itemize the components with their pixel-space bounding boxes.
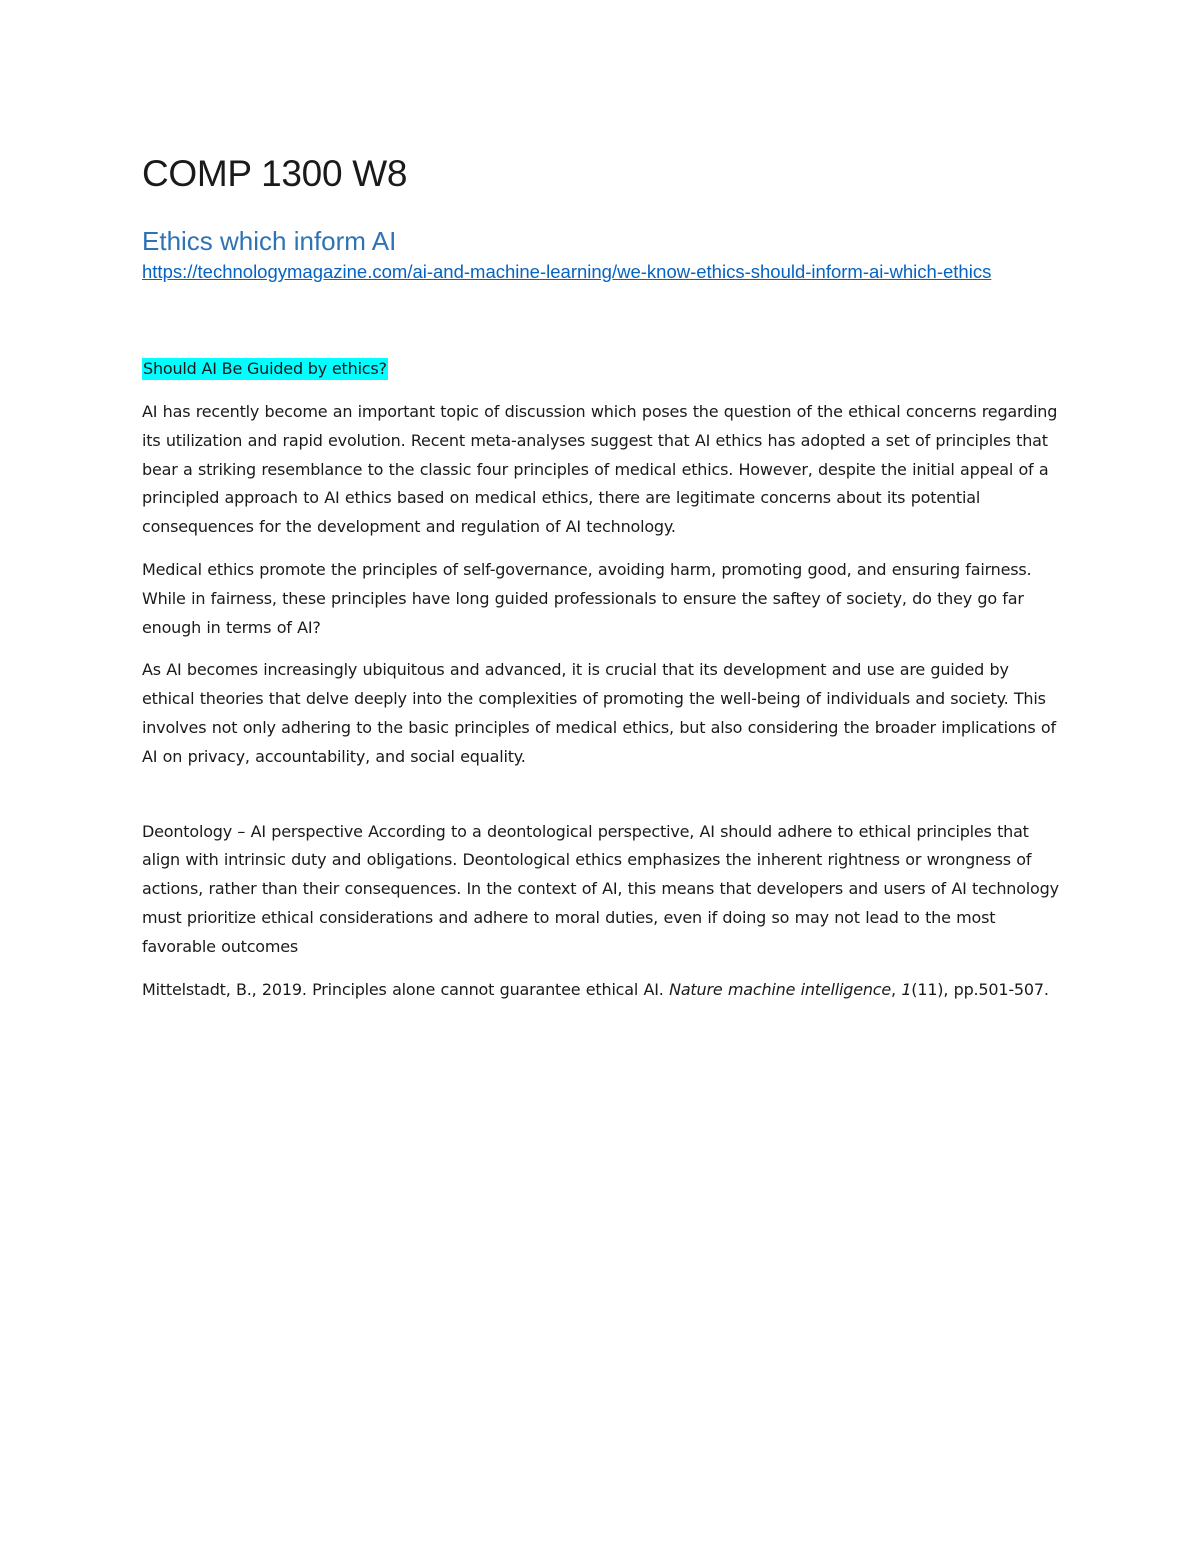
paragraph-deontology: Deontology – AI perspective According to a deontological perspective, AI should adhere to ethical principles that align with intrinsic duty and obligations. Deontological ethics emphasizes the inherent rightness or wrongness of actions, rather than their consequences. In the context of AI, this means that developers and users of AI technology must prioritize ethical considerations and adhere to moral duties, even if doing so may not lead to the most favorable outcomes [142, 821, 1059, 956]
document-body [142, 150, 1062, 1004]
source-link[interactable]: https://technologymagazine.com/ai-and-machine-learning/we-know-ethics-should-inform-ai-which-ethics [142, 261, 992, 282]
document-subtitle: Ethics which inform AI [142, 226, 397, 256]
document-title: COMP 1300 W8 [142, 153, 408, 194]
reference-separator: , [891, 979, 902, 999]
reference-issue-pages: (11), pp.501-507. [911, 979, 1049, 999]
paragraph-ubiquitous-ai: As AI becomes increasingly ubiquitous and advanced, it is crucial that its development and use are guided by ethical theories that delve deeply into the complexities of promoting the well-being of individuals and society. This involves not only adhering to the basic principles of medical ethics, but also considering the broader implications of AI on privacy, accountability, and social equality. [142, 660, 1056, 766]
reference-volume: 1 [901, 979, 912, 999]
reference-citation [142, 976, 1062, 1005]
paragraph-medical-ethics: Medical ethics promote the principles of self-governance, avoiding harm, promoting good, and ensuring fairness. While in fairness, these principles have long guided professionals to ensure the saftey of society, do they go far enough in terms of AI? [142, 559, 1032, 637]
section-heading-wrapper [142, 286, 1062, 380]
reference-authors: Mittelstadt, B., 2019. Principles alone cannot guarantee ethical AI. [142, 979, 670, 999]
highlighted-heading: Should AI Be Guided by ethics? [143, 359, 387, 378]
reference-journal: Nature machine intelligence [669, 979, 892, 999]
paragraph-intro: AI has recently become an important topic of discussion which poses the question of the ethical concerns regarding its utilization and rapid evolution. Recent meta-analyses suggest that AI ethics has adopted a set of principles that bear a striking resemblance to the classic four principles of medical ethics. However, despite the initial appeal of a principled approach to AI ethics based on medical ethics, there are legitimate concerns about its potential consequences for the development and regulation of AI technology. [142, 402, 1058, 537]
